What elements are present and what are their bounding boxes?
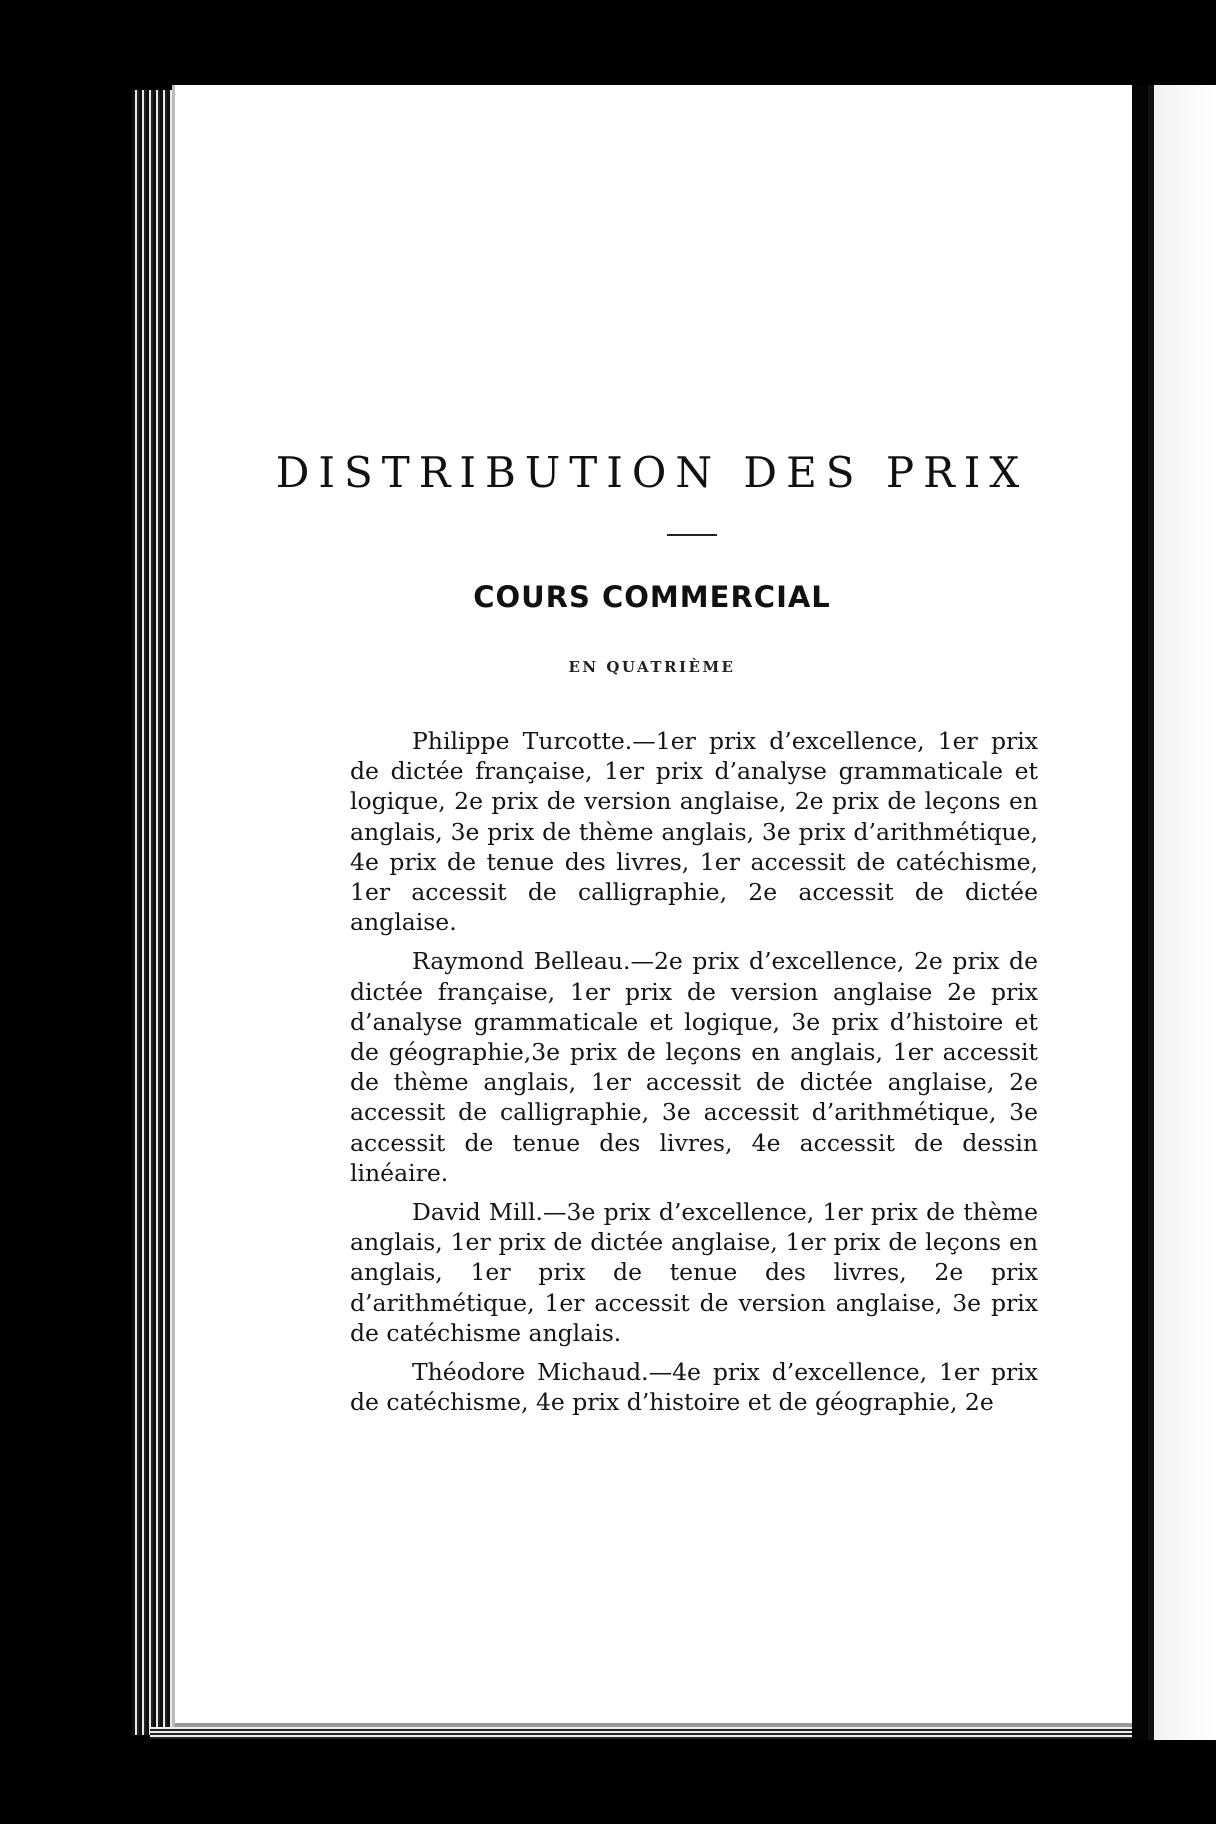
gutter-shadow <box>1132 85 1148 1740</box>
prize-entry: Raymond Belleau.—2e prix d’excellence, 2e prix de dictée française, 1er prix de version anglaise 2e prix d’analyse grammaticale et logique, 3e prix d’histoire et de géographie,3e prix de leçons en anglais, 1er accessit de thème anglais, 1er accessit de dictée anglaise, 2e accessit de calligraphie, 3e accessit d’arithmétique, 3e accessit de tenue des livres, 4e accessit de dessin linéaire. <box>350 947 1038 1187</box>
title-divider <box>667 534 717 536</box>
class-heading: EN QUATRIÈME <box>568 658 736 676</box>
prize-entry: Théodore Michaud.—4e prix d’excellence, 1er prix de catéchisme, 4e prix d’histoire et de géographie, 2e <box>350 1358 1038 1417</box>
page-bottom-edge <box>150 1727 1140 1739</box>
prize-list <box>350 726 1038 1426</box>
course-heading: COURS COMMERCIAL <box>473 580 831 614</box>
prize-entry: Philippe Turcotte.—1er prix d’excellence, 1er prix de dictée française, 1er prix d’analyse grammaticale et logique, 2e prix de version anglaise, 2e prix de leçons en anglais, 3e prix de thème anglais, 3e prix d’arithmétique, 4e prix de tenue des livres, 1er accessit de catéchisme, 1er accessit de calligraphie, 2e accessit de dictée anglaise. <box>350 727 1038 937</box>
prize-entry: David Mill.—3e prix d’excellence, 1er prix de thème anglais, 1er prix de dictée anglaise, 1er prix de leçons en anglais, 1er prix de tenue des livres, 2e prix d’arithmétique, 1er accessit de version anglaise, 3e prix de catéchisme anglais. <box>350 1198 1038 1347</box>
page-title: DISTRIBUTION DES PRIX <box>275 448 1029 497</box>
adjacent-page-strip <box>1148 85 1216 1740</box>
